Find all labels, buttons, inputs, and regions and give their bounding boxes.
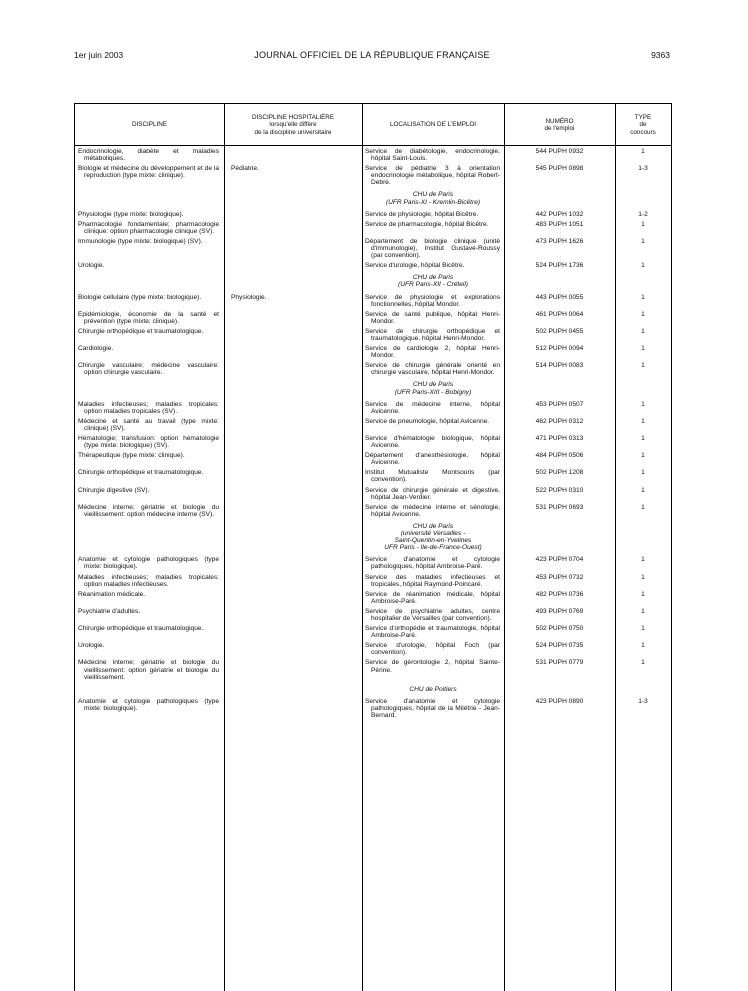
concours-type-cell: 1 bbox=[641, 435, 645, 442]
post-number-cell: 423 PUPH 0704 bbox=[535, 556, 584, 564]
column-header-type bbox=[615, 108, 671, 142]
hospital-discipline-cell bbox=[224, 574, 362, 588]
chu-heading-line: (université Versailles - bbox=[400, 530, 466, 538]
post-number-cell: 512 PUPH 0094 bbox=[535, 345, 584, 353]
posts-table bbox=[74, 103, 672, 991]
table-row bbox=[75, 504, 671, 518]
hospital-discipline-cell bbox=[224, 608, 362, 622]
discipline-cell: Thérapeutique (type mixte: clinique). bbox=[78, 452, 185, 460]
concours-type-cell: 1-2 bbox=[638, 210, 648, 218]
table-row bbox=[75, 262, 671, 269]
post-number-cell: 453 PUPH 0507 bbox=[535, 400, 584, 408]
concours-type-cell: 1 bbox=[641, 625, 645, 633]
hospital-discipline-cell bbox=[224, 435, 362, 449]
hospital-discipline-cell bbox=[224, 452, 362, 466]
column-header-label: de l'emploi bbox=[544, 125, 575, 132]
table-row bbox=[75, 659, 671, 680]
localisation-cell: Service d'hématologie biologique, hôpital Avicenne. bbox=[365, 435, 500, 450]
discipline-cell: Chirurgie orthopédique et traumatologique. bbox=[78, 469, 204, 477]
post-number-cell: 462 PUPH 0312 bbox=[535, 417, 584, 425]
hospital-discipline-cell bbox=[224, 504, 362, 518]
hospital-discipline-cell: Physiologie. bbox=[231, 293, 267, 301]
post-number-cell: 522 PUPH 0310 bbox=[535, 486, 584, 494]
localisation-cell: Service de pneumologie, hôpital Avicenne. bbox=[365, 417, 490, 425]
concours-type-cell: 1 bbox=[641, 659, 645, 667]
chu-heading-line: CHU de Paris bbox=[412, 381, 454, 389]
column-header-label: NUMÉRO bbox=[545, 117, 574, 125]
localisation-cell: Institut Mutualiste Montsouris (par convention). bbox=[365, 469, 500, 484]
header-date: 1er juin 2003 bbox=[74, 50, 124, 60]
header-page-number: 9363 bbox=[651, 50, 670, 60]
localisation-cell: Service de pédiatrie 3 à orientation endocrinologie métabolique, hôpital Robert-Debré. bbox=[365, 165, 500, 187]
hospital-discipline-cell bbox=[224, 238, 362, 259]
chu-heading-line: CHU de Paris bbox=[412, 191, 454, 199]
discipline-cell: Biologie et médecine du développement et de la reproduction (type mixte: clinique). bbox=[78, 165, 219, 180]
localisation-cell: Service de santé publique, hôpital Henri-Mondor. bbox=[365, 310, 500, 325]
localisation-cell: Service de diabétologie, endocrinologie, hôpital Saint-Louis. bbox=[365, 148, 500, 163]
table-row bbox=[75, 556, 671, 570]
post-number-cell: 483 PUPH 1051 bbox=[535, 220, 584, 228]
post-number-cell: 524 PUPH 1736 bbox=[535, 262, 584, 270]
post-number-cell: 423 PUPH 0890 bbox=[535, 697, 584, 705]
table-body bbox=[75, 148, 671, 722]
table-row bbox=[75, 642, 671, 656]
table-row bbox=[75, 328, 671, 342]
header-divider bbox=[75, 145, 671, 146]
discipline-cell: Endocrinologie, diabète et maladies métaboliques. bbox=[78, 148, 219, 163]
localisation-cell: Service de chirurgie générale orienté en chirurgie vasculaire, hôpital Henri-Mondor. bbox=[365, 362, 500, 377]
discipline-cell: Epidémiologie, économie de la santé et prévention (type mixte: clinique). bbox=[78, 310, 219, 325]
localisation-cell: Service de réanimation médicale, hôpital Ambroise-Paré. bbox=[365, 590, 500, 605]
concours-type-cell: 1 bbox=[641, 417, 645, 425]
post-number-cell: 493 PUPH 0769 bbox=[535, 607, 584, 615]
discipline-cell: Biologie cellulaire (type mixte: biologique). bbox=[78, 293, 202, 301]
post-number-cell: 461 PUPH 0064 bbox=[535, 310, 584, 318]
hospital-discipline-cell bbox=[224, 345, 362, 359]
discipline-cell: Réanimation médicale. bbox=[78, 590, 146, 598]
table-row bbox=[75, 591, 671, 605]
table-row bbox=[75, 418, 671, 432]
concours-type-cell: 1 bbox=[641, 220, 645, 228]
localisation-cell: Service de chirurgie orthopédique et traumatologique, hôpital Henri-Mondor. bbox=[365, 327, 500, 342]
post-number-cell: 514 PUPH 0083 bbox=[535, 362, 584, 370]
table-row bbox=[75, 625, 671, 639]
concours-type-cell: 1 bbox=[641, 293, 645, 301]
column-header-discipline bbox=[75, 108, 224, 142]
column-header-label: DISCIPLINE bbox=[132, 121, 167, 129]
hospital-discipline-cell bbox=[224, 401, 362, 415]
discipline-cell: Chirurgie digestive (SV). bbox=[78, 486, 150, 494]
column-header-label: DISCIPLINE HOSPITALIÈRE bbox=[251, 114, 335, 122]
page-header bbox=[74, 50, 670, 64]
table-row bbox=[75, 165, 671, 186]
concours-type-cell: 1 bbox=[641, 590, 645, 598]
table-row bbox=[75, 401, 671, 415]
localisation-cell: Service d'urologie, hôpital Foch (par convention). bbox=[365, 642, 500, 657]
post-number-cell: 502 PUPH 0455 bbox=[535, 327, 584, 335]
hospital-discipline-cell bbox=[224, 591, 362, 605]
concours-type-cell: 1 bbox=[641, 556, 645, 564]
localisation-cell: Service de chirurgie générale et digestive, hôpital Jean-Verdier. bbox=[365, 486, 500, 501]
column-header-label: lorsqu'elle diffère bbox=[269, 121, 317, 129]
table-row bbox=[75, 238, 671, 259]
concours-type-cell: 1-3 bbox=[638, 697, 648, 705]
chu-heading-line: CHU de Poitiers bbox=[409, 685, 457, 693]
localisation-cell: Service d'urologie, hôpital Bicêtre. bbox=[365, 262, 465, 270]
discipline-cell: Physiologie (type mixte: biologique). bbox=[78, 210, 184, 218]
concours-type-cell: 1 bbox=[641, 345, 645, 353]
hospital-discipline-cell bbox=[224, 625, 362, 639]
localisation-cell: Département d'anesthésiologie, hôpital Avicenne. bbox=[365, 452, 500, 467]
table-row bbox=[75, 608, 671, 622]
discipline-cell: Maladies infectieuses; maladies tropicales: option maladies tropicales (SV). bbox=[78, 400, 219, 415]
localisation-cell: Service d'anatomie et cytologie pathologiques, hôpital Ambroise-Paré. bbox=[365, 556, 500, 571]
chu-heading-line: (UFR Paris-XIII - Bobigny) bbox=[394, 388, 472, 396]
hospital-discipline-cell bbox=[224, 362, 362, 376]
post-number-cell: 502 PUPH 0750 bbox=[535, 625, 584, 633]
chu-heading-line: Saint-Quentin-en-Yvelines bbox=[394, 537, 472, 545]
post-number-cell: 471 PUPH 0313 bbox=[535, 435, 584, 442]
concours-type-cell: 1 bbox=[641, 642, 645, 650]
column-header-localisation bbox=[362, 108, 504, 142]
discipline-cell: Anatomie et cytologie pathologiques (type mixte: biologique). bbox=[78, 556, 219, 571]
discipline-cell: Médecine interne; gériatrie et biologie du vieillissement: option gériatrie et biologie du vieillissement. bbox=[78, 659, 219, 681]
post-number-cell: 473 PUPH 1626 bbox=[535, 237, 584, 245]
concours-type-cell: 1-3 bbox=[638, 165, 648, 173]
hospital-discipline-cell: Pédiatrie. bbox=[231, 165, 259, 173]
chu-section-heading bbox=[75, 191, 671, 205]
concours-type-cell: 1 bbox=[641, 262, 645, 270]
concours-type-cell: 1 bbox=[641, 400, 645, 408]
localisation-cell: Service de cardiologie 2, hôpital Henri-Mondor. bbox=[365, 345, 500, 360]
chu-section-heading bbox=[75, 381, 671, 395]
chu-section-heading bbox=[75, 523, 671, 551]
chu-heading-line: CHU de Paris bbox=[412, 274, 454, 282]
table-row bbox=[75, 294, 671, 308]
concours-type-cell: 1 bbox=[641, 327, 645, 335]
post-number-cell: 442 PUPH 1032 bbox=[535, 210, 584, 218]
discipline-cell: Anatomie et cytologie pathologiques (type mixte: biologique). bbox=[78, 697, 219, 712]
hospital-discipline-cell bbox=[224, 556, 362, 570]
hospital-discipline-cell bbox=[224, 211, 362, 218]
column-header-label: de bbox=[639, 121, 647, 129]
post-number-cell: 453 PUPH 0732 bbox=[535, 573, 584, 581]
localisation-cell: Service de physiologie et explorations fonctionnelles, hôpital Mondor. bbox=[365, 293, 500, 308]
table-row bbox=[75, 211, 671, 218]
column-header-label: LOCALISATION DE L'EMPLOI bbox=[389, 121, 477, 129]
discipline-cell: Immunologie (type mixte: biologique) (SV). bbox=[78, 237, 203, 245]
concours-type-cell: 1 bbox=[641, 486, 645, 494]
localisation-cell: Service de pharmacologie, hôpital Bicêtre. bbox=[365, 220, 489, 228]
concours-type-cell: 1 bbox=[641, 310, 645, 318]
hospital-discipline-cell bbox=[224, 698, 362, 719]
table-row bbox=[75, 221, 671, 235]
hospital-discipline-cell bbox=[224, 659, 362, 680]
discipline-cell: Chirurgie vasculaire; médecine vasculaire: option chirurgie vasculaire. bbox=[78, 362, 219, 377]
concours-type-cell: 1 bbox=[641, 469, 645, 477]
chu-section-heading bbox=[75, 274, 671, 288]
table-row bbox=[75, 435, 671, 449]
discipline-cell: Cardiologie. bbox=[78, 345, 114, 353]
hospital-discipline-cell bbox=[224, 642, 362, 656]
table-row bbox=[75, 469, 671, 483]
discipline-cell: Médecine et santé au travail (type mixte: clinique) (SV). bbox=[78, 417, 219, 432]
localisation-cell: Service de psychiatrie adultes, centre hospitalier de Versailles (par convention). bbox=[365, 607, 500, 622]
concours-type-cell: 1 bbox=[641, 452, 645, 460]
discipline-cell: Pharmacologie fondamentale; pharmacologie clinique: option pharmacologie clinique (SV). bbox=[78, 220, 219, 235]
localisation-cell: Département de biologie clinique (unité d'immunologie), Institut Gustave-Roussy (par convention). bbox=[365, 237, 500, 260]
table-row bbox=[75, 345, 671, 359]
post-number-cell: 531 PUPH 0779 bbox=[535, 659, 584, 667]
discipline-cell: Urologie. bbox=[78, 642, 105, 650]
post-number-cell: 482 PUPH 0736 bbox=[535, 590, 584, 598]
header-title: JOURNAL OFFICIEL DE LA RÉPUBLIQUE FRANÇAISE bbox=[254, 50, 490, 60]
post-number-cell: 545 PUPH 0898 bbox=[535, 165, 584, 173]
concours-type-cell: 1 bbox=[641, 237, 645, 245]
column-header-label: concours bbox=[630, 128, 656, 136]
post-number-cell: 524 PUPH 0735 bbox=[535, 642, 584, 650]
table-row bbox=[75, 311, 671, 325]
column-header-label: TYPE bbox=[634, 114, 652, 122]
hospital-discipline-cell bbox=[224, 328, 362, 342]
discipline-cell: Médecine interne; gériatrie et biologie du vieillissement: option médecine interne (SV). bbox=[78, 503, 219, 518]
hospital-discipline-cell bbox=[224, 221, 362, 235]
concours-type-cell: 1 bbox=[641, 362, 645, 370]
discipline-cell: Chirurgie orthopédique et traumatologique. bbox=[78, 625, 204, 633]
hospital-discipline-cell bbox=[224, 418, 362, 432]
hospital-discipline-cell bbox=[224, 148, 362, 162]
chu-heading-line: CHU de Paris bbox=[412, 522, 454, 530]
post-number-cell: 531 PUPH 0693 bbox=[535, 503, 584, 511]
discipline-cell: Psychiatrie d'adultes. bbox=[78, 607, 141, 615]
table-row bbox=[75, 487, 671, 501]
localisation-cell: Service d'orthopédie et traumatologie, hôpital Ambroise-Paré. bbox=[365, 625, 500, 640]
table-row bbox=[75, 148, 671, 162]
hospital-discipline-cell bbox=[224, 469, 362, 483]
localisation-cell: Service de médecine interne et sénologie, hôpital Avicenne. bbox=[365, 503, 500, 518]
concours-type-cell: 1 bbox=[641, 148, 645, 155]
hospital-discipline-cell bbox=[224, 487, 362, 501]
localisation-cell: Service de gérontologie 2, hôpital Sainte-Périne. bbox=[365, 659, 500, 674]
post-number-cell: 544 PUPH 0932 bbox=[535, 148, 584, 155]
column-header-number bbox=[504, 108, 615, 142]
table-row bbox=[75, 452, 671, 466]
chu-section-heading bbox=[75, 686, 671, 693]
column-header-label: de la discipline universitaire bbox=[254, 128, 332, 136]
localisation-cell: Service des maladies infectieuses et tropicales, hôpital Raymond-Poincaré. bbox=[365, 573, 500, 588]
table-row bbox=[75, 574, 671, 588]
discipline-cell: Urologie. bbox=[78, 262, 105, 270]
localisation-cell: Service de physiologie, hôpital Bicêtre. bbox=[365, 210, 479, 218]
hospital-discipline-cell bbox=[224, 262, 362, 269]
table-row bbox=[75, 362, 671, 376]
concours-type-cell: 1 bbox=[641, 503, 645, 511]
chu-heading-line: (UFR Paris-XI - Kremlin-Bicêtre) bbox=[385, 198, 481, 206]
localisation-cell: Service de médecine interne, hôpital Avicenne. bbox=[365, 400, 500, 415]
hospital-discipline-cell bbox=[224, 311, 362, 325]
table-row bbox=[75, 698, 671, 719]
chu-heading-line: (UFR Paris-XII - Créteil) bbox=[398, 281, 468, 289]
discipline-cell: Chirurgie orthopédique et traumatologique. bbox=[78, 327, 204, 335]
post-number-cell: 484 PUPH 0506 bbox=[535, 452, 584, 460]
discipline-cell: Hématologie; transfusion: option hématologie (type mixte: biologique) (SV). bbox=[78, 435, 219, 450]
post-number-cell: 443 PUPH 0055 bbox=[535, 293, 584, 301]
concours-type-cell: 1 bbox=[641, 573, 645, 581]
column-header-hospital-discipline bbox=[224, 108, 362, 142]
localisation-cell: Service d'anatomie et cytologie pathologiques, hôpital de la Milétrie - Jean-Bernard. bbox=[365, 697, 500, 719]
chu-heading-line: UFR Paris - Ile-de-France-Ouest) bbox=[384, 544, 482, 552]
post-number-cell: 502 PUPH 1208 bbox=[535, 469, 584, 477]
discipline-cell: Maladies infectieuses; maladies tropicales: option maladies infectieuses. bbox=[78, 573, 219, 588]
concours-type-cell: 1 bbox=[641, 607, 645, 615]
